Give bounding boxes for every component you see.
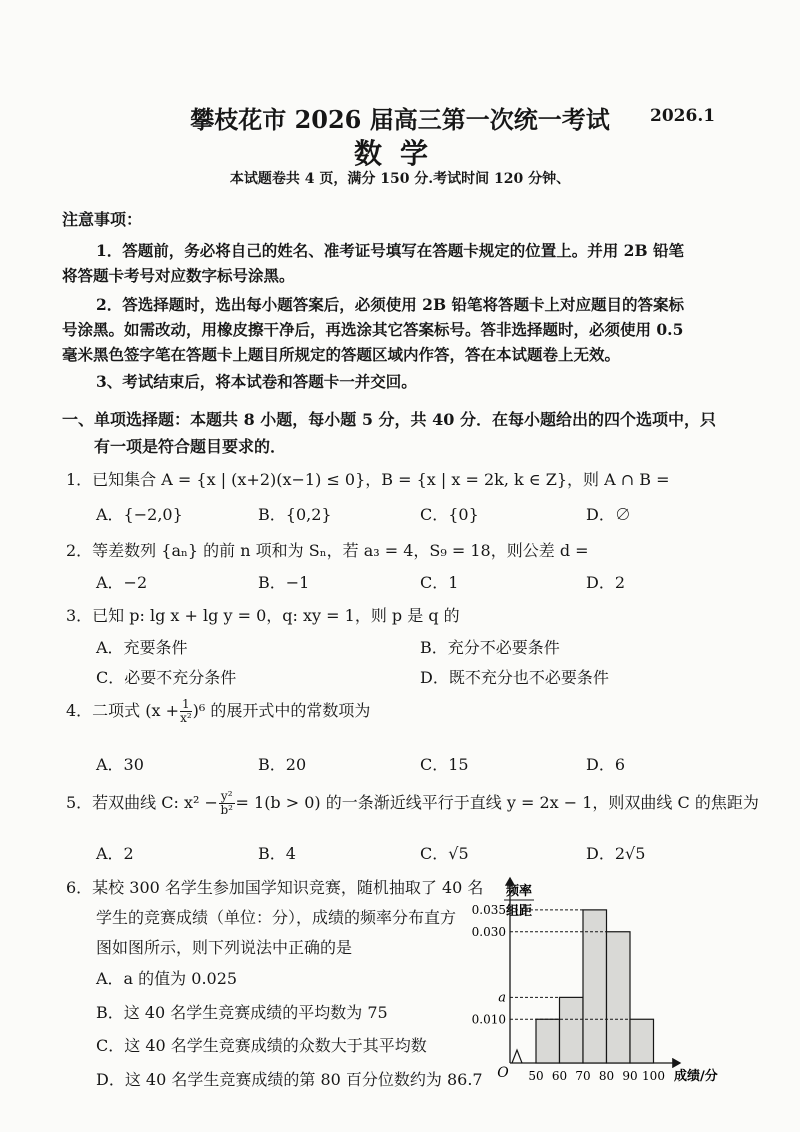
q6-option-c: C．这 40 名学生竞赛成绩的众数大于其平均数	[96, 1036, 427, 1055]
question-3-stem: 3．已知 p: lg x + lg y = 0，q: xy = 1，则 p 是 q 的	[66, 606, 460, 625]
axis-break-mark	[512, 1050, 522, 1063]
section-heading: 一、单项选择题：本题共 8 小题，每小题 5 分，共 40 分．在每小题给出的四个选项中，只	[62, 410, 716, 429]
x-tick-label: 100	[642, 1069, 665, 1083]
y-label-top: 频率	[505, 884, 533, 899]
q5-frac-num: y²	[220, 789, 233, 803]
histogram-bars	[536, 910, 654, 1063]
q1-option-d: D．∅	[586, 505, 631, 524]
q3-option-a: A．充要条件	[96, 638, 188, 657]
section-heading-cont: 有一项是符合题目要求的．	[94, 437, 287, 456]
exam-subtitle: 本试题卷共 4 页，满分 150 分.考试时间 120 分钟、	[229, 171, 571, 187]
notice-line: 毫米黑色签字笔在答题卡上题目所规定的答题区域内作答，答在本试题卷上无效。	[62, 345, 621, 364]
x-axis-label: 成绩/分	[674, 1069, 718, 1084]
q5-stem-post: = 1(b > 0) 的一条渐近线平行于直线 y = 2x − 1，则双曲线 C 的焦距为	[235, 793, 759, 812]
histogram-chart	[460, 870, 760, 1095]
q5-fraction	[219, 790, 235, 817]
q4-fraction	[180, 698, 192, 725]
y-tick-label: 0.010	[471, 1012, 506, 1027]
question-4-stem	[66, 698, 370, 725]
q3-option-b: B．充分不必要条件	[420, 638, 560, 657]
exam-date: 2026.1	[650, 106, 716, 126]
question-6-stem-line: 图如图所示，则下列说法中正确的是	[96, 938, 353, 957]
q6-option-a: A．a 的值为 0.025	[96, 969, 238, 988]
y-tick-labels	[472, 903, 506, 1026]
q4-stem-post: )⁶ 的展开式中的常数项为	[192, 701, 371, 720]
q4-frac-num: 1	[182, 697, 190, 711]
question-6-stem-line: 6．某校 300 名学生参加国学知识竞赛，随机抽取了 40 名	[66, 878, 484, 897]
q2-option-b: B．−1	[258, 573, 310, 592]
question-1-stem: 1．已知集合 A = {x | (x+2)(x−1) ≤ 0}，B = {x | x = 2k, k ∈ Z}，则 A ∩ B =	[66, 470, 670, 489]
q2-option-a: A．−2	[96, 573, 148, 592]
y-tick-label: 0.035	[471, 902, 506, 917]
x-tick-labels	[528, 1069, 665, 1083]
histogram-bar	[560, 997, 584, 1063]
notice-line: 3、考试结束后，将本试卷和答题卡一并交回。	[96, 372, 417, 391]
question-6-stem-line: 学生的竞赛成绩（单位：分），成绩的频率分布直方	[96, 908, 457, 927]
q4-frac-den: x²	[180, 711, 192, 725]
q6-option-b: B．这 40 名学生竞赛成绩的平均数为 75	[96, 1003, 388, 1022]
q5-option-a: A．2	[96, 844, 134, 863]
notice-line: 2．答选择题时，选出每小题答案后，必须使用 2B 铅笔将答题卡上对应题目的答案标	[96, 295, 684, 314]
q5-stem-pre: 5．若双曲线 C: x² −	[66, 793, 218, 812]
histogram-bar	[536, 1019, 560, 1063]
y-label-bottom: 组距	[505, 904, 533, 919]
q5-frac-den: b²	[220, 803, 233, 817]
subject-title: 数学	[353, 137, 446, 170]
q4-option-a: A．30	[96, 755, 144, 774]
question-5-stem	[66, 790, 759, 817]
q4-option-d: D．6	[586, 755, 626, 774]
notice-line: 号涂黑。如需改动，用橡皮擦干净后，再选涂其它答案标号。答非选择题时，必须使用 0.5	[62, 320, 684, 339]
x-tick-label: 60	[551, 1069, 568, 1083]
histogram-bar	[630, 1019, 654, 1063]
histogram-bar	[607, 932, 631, 1063]
x-tick-label: 90	[622, 1069, 638, 1083]
origin-label: O	[497, 1065, 509, 1081]
q5-option-b: B．4	[258, 844, 296, 863]
q3-option-d: D．既不充分也不必要条件	[420, 668, 609, 687]
q4-option-b: B．20	[258, 755, 307, 774]
notice-line: 1．答题前，务必将自己的姓名、准考证号填写在答题卡规定的位置上。并用 2B 铅笔	[96, 241, 684, 260]
q2-option-c: C．1	[420, 573, 459, 592]
q4-stem-pre: 4．二项式 (x +	[66, 701, 180, 720]
notice-line: 将答题卡考号对应数字标号涂黑。	[62, 266, 295, 285]
x-tick-label: 80	[598, 1069, 615, 1083]
notice-heading: 注意事项：	[62, 210, 143, 229]
q1-option-b: B．{0,2}	[258, 505, 332, 524]
q3-option-c: C．必要不充分条件	[96, 668, 237, 687]
x-tick-label: 50	[528, 1069, 544, 1083]
y-tick-label: a	[498, 990, 506, 1006]
q5-option-c: C．√5	[420, 844, 469, 863]
exam-title: 攀枝花市 2026 届高三第一次统一考试	[190, 105, 610, 134]
y-tick-label: 0.030	[471, 924, 506, 939]
q6-option-d: D．这 40 名学生竞赛成绩的第 80 百分位数约为 86.7	[96, 1070, 483, 1089]
question-2-stem: 2．等差数列 {aₙ} 的前 n 项和为 Sₙ，若 a₃ = 4，S₉ = 18，则公差 d =	[66, 541, 589, 560]
q4-option-c: C．15	[420, 755, 469, 774]
q1-option-c: C．{0}	[420, 505, 479, 524]
x-tick-label: 70	[575, 1069, 591, 1083]
q1-option-a: A．{−2,0}	[96, 505, 183, 524]
histogram-bar	[583, 910, 607, 1063]
q5-option-d: D．2√5	[586, 844, 646, 863]
q2-option-d: D．2	[586, 573, 626, 592]
